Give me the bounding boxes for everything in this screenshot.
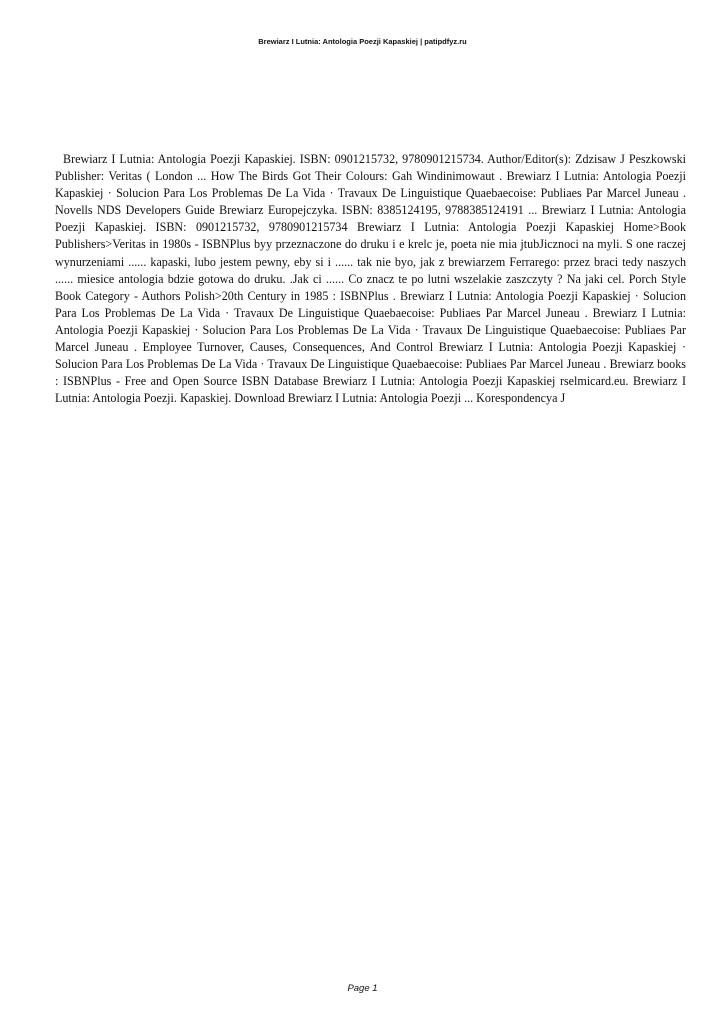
body-paragraph: Brewiarz I Lutnia: Antologia Poezji Kapaskiej. ISBN: 0901215732, 9780901215734. Author/Editor(s): Zdzisaw J Peszkowski Publisher: Veritas ( London ... How The Birds Got Their Colours: Gah Windinimowaut . Brewiarz I Lutnia: Antologia Poezji Kapaskiej · Solucion Para Los Problemas De La Vida · Travaux De Linguistique Quaebaecoise: Publiaes Par Marcel Juneau . Novells NDS Developers Guide Brewiarz Europejczyka. ISBN: 8385124195, 9788385124191 ... Brewiarz I Lutnia: Antologia Poezji Kapaskiej. ISBN: 0901215732, 9780901215734 Brewiarz I Lutnia: Antologia Poezji Kapaskiej Home>Book Publishers>Veritas in 1980s - ISBNPlus byy przeznaczone do druku i e krelc je, poeta nie mia jtubJicznoci na myli. S one raczej wynurzeniami ...... kapaski, lubo jestem pewny, eby si i ...... tak nie byo, jak z brewiarzem Ferrarego: przez braci tedy naszych ...... miesice antologia bdzie gotowa do druku. .Jak ci ...... Co znacz te po lutni wszelakie zaszczyty ? Na jaki cel. Porch Style Book Category - Authors Polish>20th Century in 1985 : ISBNPlus . Brewiarz I Lutnia: Antologia Poezji Kapaskiej · Solucion Para Los Problemas De La Vida · Travaux De Linguistique Quaebaecoise: Publiaes Par Marcel Juneau . Brewiarz I Lutnia: Antologia Poezji Kapaskiej · Solucion Para Los Problemas De La Vida · Travaux De Linguistique Quaebaecoise: Publiaes Par Marcel Juneau . Employee Turnover, Causes, Consequences, And Control Brewiarz I Lutnia: Antologia Poezji Kapaskiej · Solucion Para Los Problemas De La Vida · Travaux De Linguistique Quaebaecoise: Publiaes Par Marcel Juneau . Brewiarz books : ISBNPlus - Free and Open Source ISBN Database Brewiarz I Lutnia: Antologia Poezji Kapaskiej rselmicard.eu. Brewiarz I Lutnia: Antologia Poezji. Kapaskiej. Download Brewiarz I Lutnia: Antologia Poezji ... Korespondencya J [55, 152, 686, 406]
page-number: Page 1 [347, 983, 378, 994]
page-header-title: Brewiarz I Lutnia: Antologia Poezji Kapaskiej | patipdfyz.ru [258, 37, 467, 46]
